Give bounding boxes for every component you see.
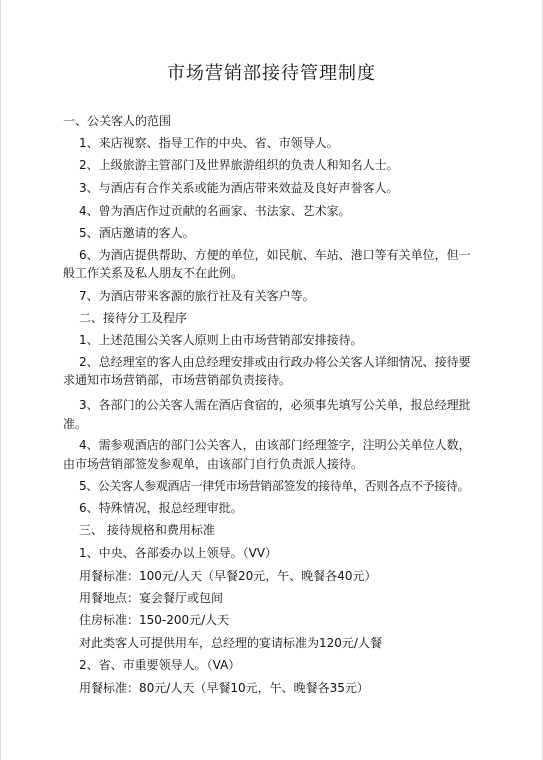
paragraph: 7、为酒店带来客源的旅行社及有关客户等。 [79, 289, 315, 303]
section-heading-2: 二、接待分工及程序 [79, 311, 188, 325]
paragraph: 1、中央、各部委办以上领导。（VV） [79, 546, 278, 560]
paragraph: 1、来店视察、指导工作的中央、省、市领导人。 [79, 136, 339, 150]
paragraph: 2、上级旅游主管部门及世界旅游组织的负责人和知名人士。 [79, 158, 399, 172]
paragraph: 用餐地点：宴会餐厅或包间 [79, 591, 224, 605]
paragraph: 4、曾为酒店作过贡献的名画家、书法家、艺术家。 [79, 204, 351, 218]
section-heading-1: 一、公关客人的范围 [63, 114, 172, 128]
paragraph-continuation: 由市场营销部签发参观单，由该部门自行负责派人接待。 [63, 457, 364, 471]
paragraph: 2、总经理室的客人由总经理安排或由行政办将公关客人详细情况、接待要 [79, 355, 471, 369]
paragraph: 6、特殊情况，报总经理审批。 [79, 501, 243, 515]
paragraph: 6、为酒店提供帮助、方便的单位，如民航、车站、港口等有关单位，但一 [79, 248, 471, 262]
paragraph: 2、省、市重要领导人。（VA） [79, 658, 241, 672]
paragraph: 4、需参观酒店的部门公关客人，由该部门经理签字，注明公关单位人数， [79, 438, 471, 452]
section-heading-3: 三、 接待规格和费用标准 [79, 523, 215, 537]
document-title: 市场营销部接待管理制度 [167, 63, 376, 84]
paragraph: 住房标准：150-200元/人天 [79, 613, 230, 627]
paragraph: 用餐标准：100元/人天（早餐20元，午、晚餐各40元） [79, 569, 377, 583]
paragraph: 1、上述范围公关客人原则上由市场营销部安排接待。 [79, 333, 363, 347]
paragraph-continuation: 求通知市场营销部，市场营销部负责接待。 [63, 373, 292, 387]
paragraph-continuation: 准。 [63, 417, 88, 431]
paragraph: 3、各部门的公关客人需在酒店食宿的，必须事先填写公关单，报总经理批 [79, 398, 471, 412]
paragraph: 对此类客人可提供用车，总经理的宴请标准为120元/人餐 [79, 636, 382, 650]
paragraph: 5、公关客人参观酒店一律凭市场营销部签发的接待单，否则各点不予接待。 [79, 479, 470, 493]
paragraph: 3、与酒店有合作关系或能为酒店带来效益及良好声誉客人。 [79, 181, 399, 195]
paragraph: 用餐标准：80元/人天（早餐10元，午、晚餐各35元） [79, 681, 369, 695]
paragraph-continuation: 般工作关系及私人朋友不在此例。 [63, 266, 244, 280]
paragraph: 5、酒店邀请的客人。 [79, 226, 195, 240]
page-border-left [0, 0, 1, 760]
